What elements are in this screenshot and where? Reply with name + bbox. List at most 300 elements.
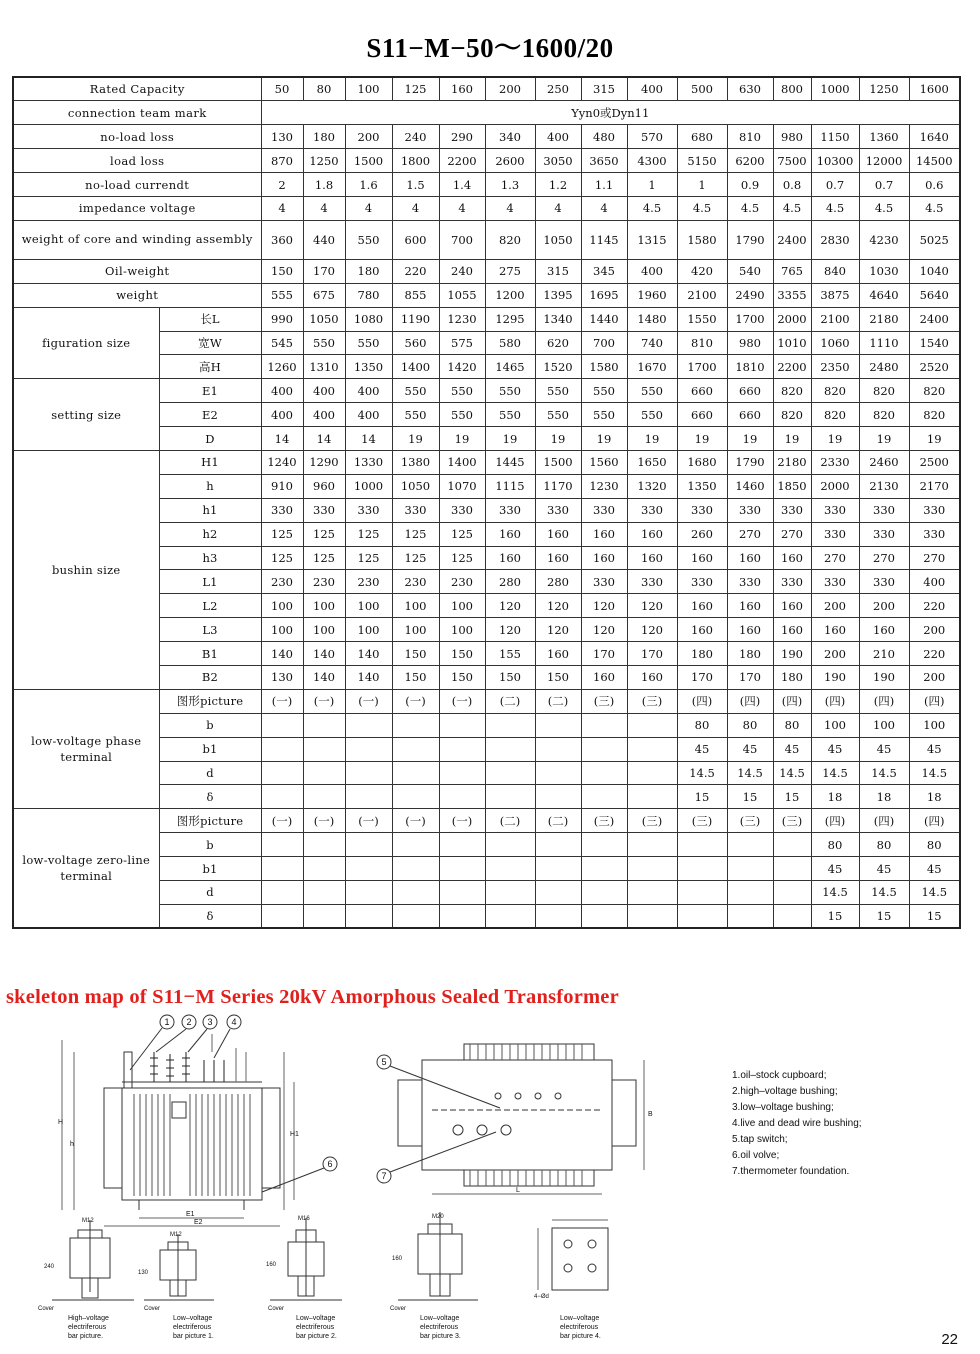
- table-cell: 1700: [677, 355, 727, 379]
- capacity-header-cell: 125: [392, 77, 439, 101]
- table-cell: [677, 857, 727, 881]
- dim-160-b: 160: [392, 1256, 403, 1262]
- table-cell: 2: [261, 173, 303, 197]
- table-cell: 45: [677, 737, 727, 761]
- row-label: no-load loss: [13, 125, 261, 149]
- legend-item: 7.thermometer foundation.: [732, 1166, 850, 1177]
- callout-1-label: 1: [164, 1017, 170, 1027]
- table-cell: 100: [345, 618, 392, 642]
- table-cell: [345, 737, 392, 761]
- row-label: Rated Capacity: [13, 77, 261, 101]
- table-cell: [627, 881, 677, 905]
- table-cell: 820: [859, 403, 909, 427]
- table-cell: 1650: [627, 450, 677, 474]
- table-row: [13, 196, 960, 220]
- table-cell: 160: [485, 546, 535, 570]
- legend-item: 6.oil volve;: [732, 1150, 780, 1161]
- table-cell: [727, 857, 773, 881]
- table-cell: [485, 785, 535, 809]
- capacity-header-cell: 315: [581, 77, 627, 101]
- table-cell: 1560: [581, 450, 627, 474]
- table-cell: 120: [581, 594, 627, 618]
- table-cell: 1: [677, 173, 727, 197]
- table-cell: 910: [261, 474, 303, 498]
- picture-caption-5: Low–voltage electriferous bar picture 4.: [560, 1315, 601, 1340]
- table-cell: 160: [581, 665, 627, 689]
- table-row: [13, 101, 960, 125]
- dim-m20: M20: [432, 1214, 444, 1220]
- table-cell: [439, 857, 485, 881]
- table-cell: 2100: [811, 307, 859, 331]
- table-cell: 740: [627, 331, 677, 355]
- sub-label: 高H: [159, 355, 261, 379]
- table-cell: [581, 761, 627, 785]
- table-cell: 100: [811, 713, 859, 737]
- table-cell: 45: [909, 857, 960, 881]
- e1-dim-label: E1: [186, 1211, 195, 1218]
- table-cell: 14.5: [811, 761, 859, 785]
- table-cell: 1010: [773, 331, 811, 355]
- table-cell: 125: [261, 546, 303, 570]
- table-cell: [392, 857, 439, 881]
- table-cell: 400: [303, 403, 345, 427]
- table-cell: [485, 857, 535, 881]
- legend-item: 2.high–voltage bushing;: [732, 1086, 838, 1097]
- table-cell: 2200: [773, 355, 811, 379]
- table-cell: [392, 761, 439, 785]
- table-cell: 0.7: [859, 173, 909, 197]
- dim-m12-a: M12: [82, 1218, 94, 1224]
- sub-label: h: [159, 474, 261, 498]
- table-cell: [439, 761, 485, 785]
- row-label: connection team mark: [13, 101, 261, 125]
- table-cell: 330: [773, 498, 811, 522]
- table-cell: 3875: [811, 283, 859, 307]
- table-cell: 140: [261, 642, 303, 666]
- l-dim-label: L: [516, 1187, 520, 1194]
- table-cell: 160: [677, 594, 727, 618]
- table-cell: 140: [345, 665, 392, 689]
- table-cell: 330: [303, 498, 345, 522]
- table-cell: 0.8: [773, 173, 811, 197]
- table-cell: 4: [439, 196, 485, 220]
- table-cell: 200: [859, 594, 909, 618]
- row-label: no-load currendt: [13, 173, 261, 197]
- table-row: [13, 77, 960, 101]
- callout-3-label: 3: [207, 1017, 213, 1027]
- table-cell: 100: [439, 594, 485, 618]
- table-cell: 1330: [345, 450, 392, 474]
- legend-item: 4.live and dead wire bushing;: [732, 1118, 862, 1129]
- table-cell: 330: [811, 570, 859, 594]
- table-cell: 820: [859, 379, 909, 403]
- table-cell: 620: [535, 331, 581, 355]
- table-cell: 160: [535, 546, 581, 570]
- sub-label: E2: [159, 403, 261, 427]
- table-cell: 660: [727, 379, 773, 403]
- table-cell: 330: [581, 570, 627, 594]
- table-cell: 160: [627, 522, 677, 546]
- table-cell: 3355: [773, 283, 811, 307]
- table-cell: 330: [909, 498, 960, 522]
- table-cell: 19: [392, 427, 439, 451]
- table-cell: 1230: [581, 474, 627, 498]
- table-cell: 180: [345, 259, 392, 283]
- table-cell: [535, 904, 581, 928]
- table-cell: [303, 737, 345, 761]
- table-cell: 7500: [773, 149, 811, 173]
- table-cell: [345, 833, 392, 857]
- table-cell: 340: [485, 125, 535, 149]
- table-cell: 820: [909, 379, 960, 403]
- table-cell: 1540: [909, 331, 960, 355]
- table-cell: 230: [345, 570, 392, 594]
- table-cell: [773, 857, 811, 881]
- table-cell: 2130: [859, 474, 909, 498]
- callout-4-label: 4: [231, 1017, 237, 1027]
- table-cell: [581, 785, 627, 809]
- table-cell: [535, 785, 581, 809]
- connection-mark-value: Yyn0或Dyn11: [261, 101, 960, 125]
- table-cell: 550: [345, 220, 392, 259]
- table-cell: 270: [859, 546, 909, 570]
- table-cell: 330: [773, 570, 811, 594]
- table-cell: [303, 785, 345, 809]
- table-cell: 170: [581, 642, 627, 666]
- sub-label: 图形picture: [159, 809, 261, 833]
- table-cell: (四): [859, 809, 909, 833]
- table-row: [13, 283, 960, 307]
- table-cell: 1320: [627, 474, 677, 498]
- sub-label: L1: [159, 570, 261, 594]
- table-cell: [345, 904, 392, 928]
- table-cell: 980: [727, 331, 773, 355]
- sub-label: L3: [159, 618, 261, 642]
- table-cell: 100: [909, 713, 960, 737]
- table-cell: 160: [535, 642, 581, 666]
- table-cell: 150: [392, 642, 439, 666]
- table-cell: 4.5: [773, 196, 811, 220]
- table-cell: 230: [303, 570, 345, 594]
- table-cell: 45: [727, 737, 773, 761]
- table-cell: 1500: [535, 450, 581, 474]
- table-cell: 2000: [773, 307, 811, 331]
- table-cell: 2170: [909, 474, 960, 498]
- table-cell: 400: [261, 403, 303, 427]
- table-cell: [581, 904, 627, 928]
- callout-2-label: 2: [186, 1017, 192, 1027]
- table-cell: 1060: [811, 331, 859, 355]
- table-cell: [261, 833, 303, 857]
- cover-label-2: Cover: [144, 1306, 161, 1312]
- table-cell: 14.5: [859, 881, 909, 905]
- capacity-header-cell: 400: [627, 77, 677, 101]
- table-cell: 330: [727, 498, 773, 522]
- table-cell: 45: [811, 857, 859, 881]
- table-cell: 2400: [909, 307, 960, 331]
- bushing-pictures: [38, 1212, 638, 1312]
- table-cell: 150: [535, 665, 581, 689]
- table-cell: 545: [261, 331, 303, 355]
- table-cell: [535, 833, 581, 857]
- table-cell: 14.5: [773, 761, 811, 785]
- table-cell: [581, 737, 627, 761]
- table-cell: 200: [909, 618, 960, 642]
- picture-caption-1: High–voltage electriferous bar picture.: [68, 1315, 109, 1340]
- capacity-header-cell: 200: [485, 77, 535, 101]
- table-cell: (三): [727, 809, 773, 833]
- table-cell: 1.3: [485, 173, 535, 197]
- sub-label: h1: [159, 498, 261, 522]
- table-cell: 19: [581, 427, 627, 451]
- table-cell: 1.5: [392, 173, 439, 197]
- capacity-header-cell: 100: [345, 77, 392, 101]
- table-cell: [727, 904, 773, 928]
- table-cell: 14: [345, 427, 392, 451]
- table-cell: 1295: [485, 307, 535, 331]
- table-cell: 19: [727, 427, 773, 451]
- table-cell: 14500: [909, 149, 960, 173]
- table-cell: 45: [859, 737, 909, 761]
- table-cell: (二): [535, 809, 581, 833]
- table-cell: 0.9: [727, 173, 773, 197]
- table-cell: [439, 737, 485, 761]
- table-cell: 1.4: [439, 173, 485, 197]
- table-cell: 820: [485, 220, 535, 259]
- picture-caption-2: Low–voltage electriferous bar picture 1.: [173, 1315, 214, 1340]
- table-row: [13, 379, 960, 403]
- table-cell: 1460: [727, 474, 773, 498]
- table-cell: 160: [727, 594, 773, 618]
- table-cell: 550: [581, 379, 627, 403]
- table-cell: 400: [535, 125, 581, 149]
- table-cell: 1580: [677, 220, 727, 259]
- table-cell: 1400: [439, 450, 485, 474]
- table-cell: [392, 833, 439, 857]
- table-cell: 19: [535, 427, 581, 451]
- table-cell: 575: [439, 331, 485, 355]
- table-cell: 125: [303, 546, 345, 570]
- table-cell: 1790: [727, 220, 773, 259]
- table-cell: [261, 737, 303, 761]
- table-cell: 280: [535, 570, 581, 594]
- table-cell: 160: [677, 546, 727, 570]
- table-cell: 2350: [811, 355, 859, 379]
- table-cell: [627, 737, 677, 761]
- table-cell: (二): [535, 689, 581, 713]
- table-cell: [627, 833, 677, 857]
- table-cell: 190: [811, 665, 859, 689]
- table-cell: 0.6: [909, 173, 960, 197]
- table-cell: 330: [581, 498, 627, 522]
- picture-caption-4: Low–voltage electriferous bar picture 3.: [420, 1315, 461, 1340]
- table-cell: [345, 761, 392, 785]
- legend-item: 5.tap switch;: [732, 1134, 788, 1145]
- table-cell: 260: [677, 522, 727, 546]
- table-cell: 14.5: [677, 761, 727, 785]
- table-cell: 1.6: [345, 173, 392, 197]
- table-cell: 160: [677, 618, 727, 642]
- table-cell: 160: [859, 618, 909, 642]
- table-cell: [581, 713, 627, 737]
- table-cell: 100: [392, 594, 439, 618]
- table-cell: 1290: [303, 450, 345, 474]
- table-cell: 18: [811, 785, 859, 809]
- table-cell: 1080: [345, 307, 392, 331]
- table-cell: 400: [909, 570, 960, 594]
- table-cell: 200: [909, 665, 960, 689]
- table-cell: 1000: [345, 474, 392, 498]
- table-cell: 18: [909, 785, 960, 809]
- table-cell: (一): [439, 809, 485, 833]
- table-cell: 80: [727, 713, 773, 737]
- table-cell: 14.5: [909, 761, 960, 785]
- table-cell: 4.5: [811, 196, 859, 220]
- table-cell: 1190: [392, 307, 439, 331]
- table-cell: 5025: [909, 220, 960, 259]
- table-cell: 980: [773, 125, 811, 149]
- table-cell: 160: [581, 522, 627, 546]
- table-cell: 240: [439, 259, 485, 283]
- table-cell: 1110: [859, 331, 909, 355]
- table-cell: 570: [627, 125, 677, 149]
- table-cell: [261, 761, 303, 785]
- table-cell: 160: [727, 618, 773, 642]
- table-cell: 1250: [303, 149, 345, 173]
- table-cell: [303, 833, 345, 857]
- table-cell: 160: [581, 546, 627, 570]
- table-cell: 280: [485, 570, 535, 594]
- table-cell: 2180: [773, 450, 811, 474]
- table-cell: (一): [261, 689, 303, 713]
- table-cell: (一): [392, 809, 439, 833]
- table-cell: 190: [773, 642, 811, 666]
- table-cell: 125: [261, 522, 303, 546]
- table-cell: 15: [727, 785, 773, 809]
- sub-label: B2: [159, 665, 261, 689]
- table-cell: [392, 737, 439, 761]
- table-cell: 14.5: [727, 761, 773, 785]
- table-cell: [581, 857, 627, 881]
- table-cell: [627, 857, 677, 881]
- table-cell: 140: [303, 665, 345, 689]
- table-cell: 330: [677, 498, 727, 522]
- table-cell: 80: [909, 833, 960, 857]
- table-cell: (三): [773, 809, 811, 833]
- table-cell: 120: [485, 594, 535, 618]
- table-cell: 1.1: [581, 173, 627, 197]
- table-cell: [261, 904, 303, 928]
- table-cell: [392, 904, 439, 928]
- table-cell: 0.7: [811, 173, 859, 197]
- table-cell: [485, 761, 535, 785]
- table-cell: (三): [627, 809, 677, 833]
- table-cell: 810: [727, 125, 773, 149]
- table-cell: [581, 833, 627, 857]
- table-cell: [261, 881, 303, 905]
- table-cell: [535, 737, 581, 761]
- legend-item: 1.oil–stock cupboard;: [732, 1070, 827, 1081]
- capacity-header-cell: 1000: [811, 77, 859, 101]
- table-cell: 100: [439, 618, 485, 642]
- table-cell: 400: [303, 379, 345, 403]
- table-cell: 180: [773, 665, 811, 689]
- table-cell: 315: [535, 259, 581, 283]
- table-cell: 1480: [627, 307, 677, 331]
- sub-label: δ: [159, 904, 261, 928]
- table-cell: 230: [392, 570, 439, 594]
- table-cell: 19: [859, 427, 909, 451]
- table-cell: 160: [485, 522, 535, 546]
- table-cell: (四): [677, 689, 727, 713]
- table-cell: 700: [439, 220, 485, 259]
- dim-160-a: 160: [266, 1262, 277, 1268]
- table-cell: (二): [485, 689, 535, 713]
- table-cell: [485, 737, 535, 761]
- table-cell: 45: [909, 737, 960, 761]
- table-cell: 14.5: [859, 761, 909, 785]
- table-cell: (四): [909, 809, 960, 833]
- cover-label-1: Cover: [38, 1306, 55, 1312]
- callout-5-label: 5: [381, 1057, 387, 1067]
- table-cell: 820: [909, 403, 960, 427]
- capacity-header-cell: 160: [439, 77, 485, 101]
- table-cell: 660: [727, 403, 773, 427]
- sub-label: b1: [159, 737, 261, 761]
- table-cell: 80: [677, 713, 727, 737]
- table-cell: [627, 785, 677, 809]
- table-cell: 80: [773, 713, 811, 737]
- table-cell: 125: [439, 522, 485, 546]
- table-cell: 270: [909, 546, 960, 570]
- table-cell: 550: [392, 403, 439, 427]
- table-cell: [485, 904, 535, 928]
- table-cell: 1030: [859, 259, 909, 283]
- table-cell: 4230: [859, 220, 909, 259]
- table-cell: 960: [303, 474, 345, 498]
- table-cell: (一): [303, 809, 345, 833]
- table-cell: [303, 761, 345, 785]
- table-cell: 80: [811, 833, 859, 857]
- table-cell: 1360: [859, 125, 909, 149]
- table-cell: (四): [773, 689, 811, 713]
- table-cell: 14.5: [909, 881, 960, 905]
- table-cell: [345, 785, 392, 809]
- table-cell: 4: [261, 196, 303, 220]
- table-cell: [303, 904, 345, 928]
- row-label: load loss: [13, 149, 261, 173]
- table-cell: 330: [859, 570, 909, 594]
- table-cell: 4300: [627, 149, 677, 173]
- table-cell: 1800: [392, 149, 439, 173]
- spec-table: [12, 76, 961, 929]
- table-cell: 1810: [727, 355, 773, 379]
- table-cell: 1640: [909, 125, 960, 149]
- table-cell: 15: [677, 785, 727, 809]
- table-cell: 1465: [485, 355, 535, 379]
- table-cell: [773, 904, 811, 928]
- table-cell: 100: [303, 594, 345, 618]
- table-cell: [439, 833, 485, 857]
- table-cell: 2830: [811, 220, 859, 259]
- table-cell: (四): [727, 689, 773, 713]
- table-cell: 19: [627, 427, 677, 451]
- table-cell: 80: [859, 833, 909, 857]
- table-cell: [677, 904, 727, 928]
- table-cell: 1260: [261, 355, 303, 379]
- table-cell: 180: [727, 642, 773, 666]
- table-cell: 160: [627, 665, 677, 689]
